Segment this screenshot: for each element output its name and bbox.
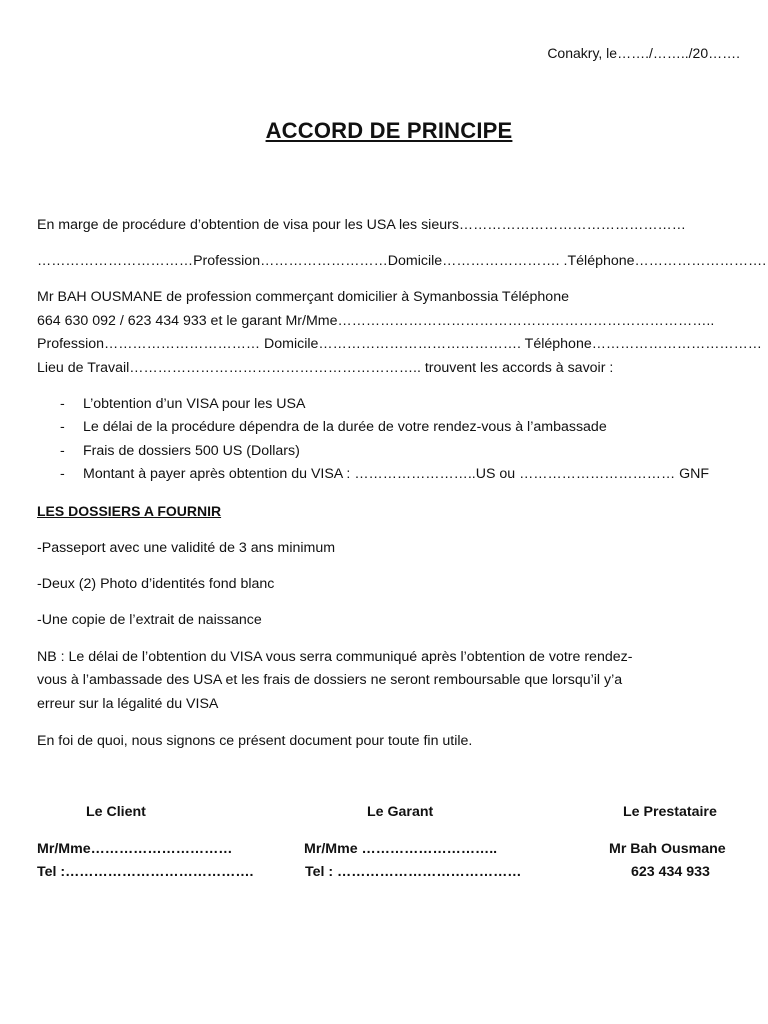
bullet-dash: - [60,442,65,459]
client-title: Le Client [86,804,146,820]
bullet-dash: - [60,465,65,482]
dossier-item-photos: -Deux (2) Photo d’identités fond blanc [37,576,275,592]
document-title: ACCORD DE PRINCIPE [265,118,513,143]
dossiers-heading: LES DOSSIERS A FOURNIR [37,503,222,519]
nb-line-1: NB : Le délai de l’obtention du VISA vous serra communiqué après l’obtention de votre rendez- [37,649,633,665]
condition-text: Le délai de la procédure dépendra de la durée de votre rendez-vous à l’ambassade [83,419,607,436]
nb-line-2: vous à l’ambassade des USA et les frais de dossiers ne seront remboursable que lorsqu’il y’a [37,672,623,688]
applicant-line-3: Profession…………………………… Domicile……………………………………. Téléphone……………………………… [37,336,762,352]
applicant-line-1: Mr BAH OUSMANE de profession commerçant domicilier à Symanbossia Téléphone [37,289,569,305]
client-tel-field: Tel :…………………………………. [37,864,254,880]
intro-line-2: ……………………………Profession………………………Domicile……………………. .Téléphone………………………. [37,253,767,269]
condition-text: Montant à payer après obtention du VISA : ……………………..US ou …………………………… GNF [83,465,710,482]
condition-text: Frais de dossiers 500 US (Dollars) [83,442,300,459]
closing-statement: En foi de quoi, nous signons ce présent document pour toute fin utile. [37,733,473,749]
client-name-field: Mr/Mme………………………… [37,841,233,857]
prestataire-title: Le Prestataire [623,804,717,820]
applicant-line-2: 664 630 092 / 623 434 933 et le garant Mr/Mme…………………………………………………………………….. [37,313,715,329]
prestataire-tel: 623 434 933 [631,864,710,880]
intro-line-1: En marge de procédure d’obtention de visa pour les USA les sieurs………………………………………… [37,217,686,233]
bullet-dash: - [60,396,65,412]
garant-tel-field: Tel : ………………………………… [305,864,522,880]
prestataire-name: Mr Bah Ousmane [609,841,726,857]
dossier-item-birth-certificate: -Une copie de l’extrait de naissance [37,612,262,628]
dossier-item-passport: -Passeport avec une validité de 3 ans minimum [37,540,336,556]
garant-name-field: Mr/Mme ……………………….. [304,841,498,857]
applicant-line-4: Lieu de Travail…………………………………………………….. trouvent les accords à savoir : [37,360,614,376]
garant-title: Le Garant [367,804,434,820]
condition-text: L’obtention d’un VISA pour les USA [83,396,306,412]
date-line: Conakry, le……./……../20……. [547,45,740,61]
bullet-dash: - [60,419,65,436]
nb-line-3: erreur sur la légalité du VISA [37,696,219,712]
